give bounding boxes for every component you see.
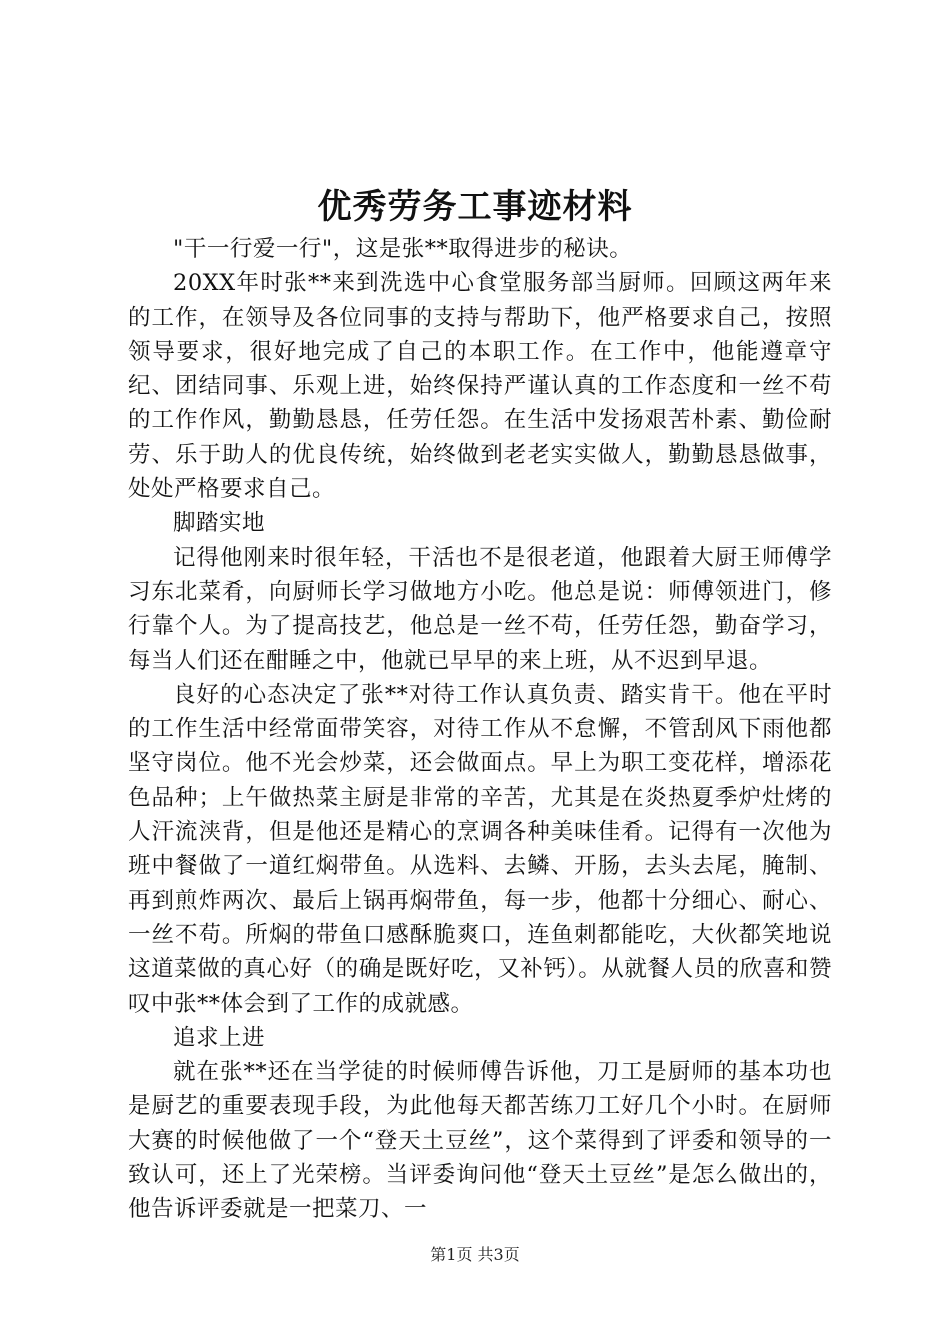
paragraph-apprentice: 记得他刚来时很年轻，干活也不是很老道，他跟着大厨王师傅学习东北菜肴，向厨师长学习做地方小吃。他总是说：师傅领进门，修行靠个人。为了提高技艺，他总是一丝不苟，任劳任怨，勤奋学习，每当人们还在酣睡之中，他就已早早的来上班，从不迟到早退。 — [128, 544, 832, 674]
document-title: 优秀劳务工事迹材料 — [317, 187, 633, 227]
paragraph-intro: 20XX年时张**来到洗选中心食堂服务部当厨师。回顾这两年来的工作，在领导及各位同事的支持与帮助下，他严格要求自己，按照领导要求，很好地完成了自己的本职工作。在工作中，他能遵章守纪、团结同事、乐观上进，始终保持严谨认真的工作态度和一丝不苟的工作作风，勤勤恳恳，任劳任怨。在生活中发扬艰苦朴素、勤俭耐劳、乐于助人的优良传统，始终做到老老实实做人，勤勤恳恳做事，处处严格要求自己。 — [128, 270, 832, 503]
document-body — [128, 232, 832, 1227]
paragraph-attitude: 良好的心态决定了张**对待工作认真负责、踏实肯干。他在平时的工作生活中经常面带笑容，对待工作从不怠懈，不管刮风下雨他都坚守岗位。他不光会炒菜，还会做面点。早上为职工变花样，增添花色品种；上午做热菜主厨是非常的辛苦，尤其是在炎热夏季炉灶烤的人汗流浃背，但是他还是精心的烹调各种美味佳肴。记得有一次他为班中餐做了一道红焖带鱼。从选料、去鳞、开肠，去头去尾，腌制、再到煎炸两次、最后上锅再焖带鱼，每一步，他都十分细心、耐心、一丝不苟。所焖的带鱼口感酥脆爽口，连鱼刺都能吃，大伙都笑地说这道菜做的真心好（的确是既好吃，又补钙）。从就餐人员的欣喜和赞叹中张**体会到了工作的成就感。 — [128, 681, 832, 1017]
paragraph-knife-skills: 就在张**还在当学徒的时候师傅告诉他，刀工是厨师的基本功也是厨艺的重要表现手段，为此他每天都苦练刀工好几个小时。在厨师大赛的时候他做了一个“登天土豆丝”，这个菜得到了评委和领导的一致认可，还上了光荣榜。当评委询问他“登天土豆丝”是怎么做出的，他告诉评委就是一把菜刀、一 — [128, 1059, 832, 1223]
section-heading-striving: 追求上进 — [173, 1024, 266, 1051]
paragraph-motto: "干一行爱一行"，这是张**取得进步的秘诀。 — [173, 236, 633, 262]
page-footer: 第1页 共3页 — [430, 1245, 520, 1264]
section-heading-down-to-earth: 脚踏实地 — [173, 510, 266, 537]
